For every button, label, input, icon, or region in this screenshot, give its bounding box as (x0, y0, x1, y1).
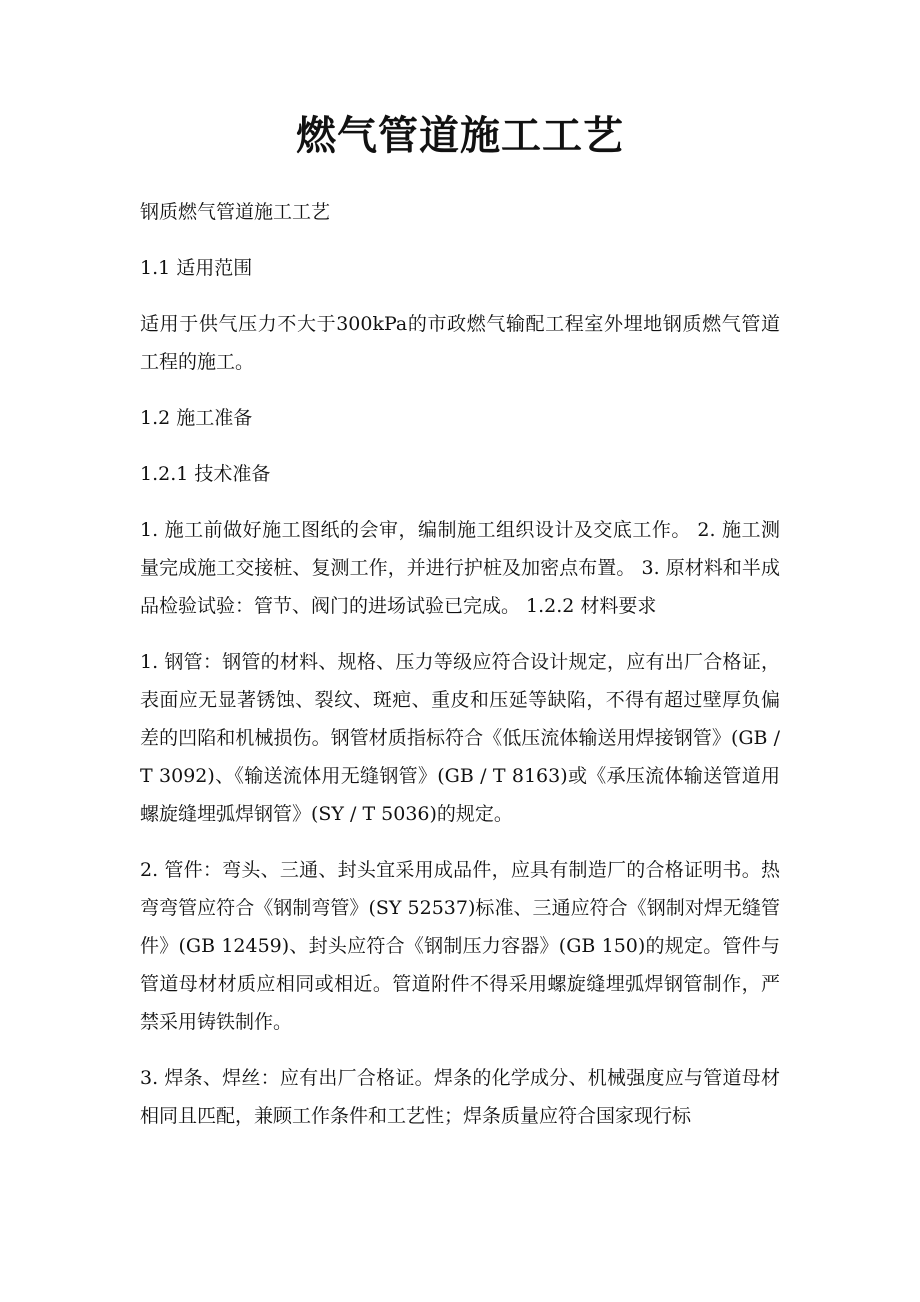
document-title: 燃气管道施工工艺 (296, 112, 624, 159)
paragraph-scope-heading: 1.1 适用范围 (140, 257, 253, 279)
paragraph-technical-preparation-text: 1. 施工前做好施工图纸的会审，编制施工组织设计及交底工作。 2. 施工测量完成施工交接桩、复测工作，并进行护桩及加密点布置。 3. 原材料和半成品检验试验：管节、阀门的进场试验已完成。 1.2.2 材料要求 (140, 519, 780, 617)
paragraph-scope-text: 适用于供气压力不大于300kPa的市政燃气输配工程室外埋地钢质燃气管道工程的施工。 (140, 313, 780, 373)
paragraph-preparation-heading: 1.2 施工准备 (140, 407, 253, 429)
paragraph-welding-materials: 3. 焊条、焊丝：应有出厂合格证。焊条的化学成分、机械强度应与管道母材相同且匹配，兼顾工作条件和工艺性；焊条质量应符合国家现行标 (140, 1067, 780, 1127)
paragraph-section-heading: 钢质燃气管道施工工艺 (140, 201, 331, 223)
document-body (140, 193, 780, 1153)
paragraph-steel-pipe: 1. 钢管：钢管的材料、规格、压力等级应符合设计规定，应有出厂合格证，表面应无显著锈蚀、裂纹、斑疤、重皮和压延等缺陷，不得有超过壁厚负偏差的凹陷和机械损伤。钢管材质指标符合《低压流体输送用焊接钢管》(GB / T 3092)、《输送流体用无缝钢管》(GB / T 8163)或《承压流体输送管道用螺旋缝埋弧焊钢管》(SY / T 5036)的规定。 (140, 651, 780, 825)
paragraph-pipe-fittings: 2. 管件：弯头、三通、封头宜采用成品件，应具有制造厂的合格证明书。热弯弯管应符合《钢制弯管》(SY 52537)标准、三通应符合《钢制对焊无缝管件》(GB 12459)、封头应符合《钢制压力容器》(GB 150)的规定。管件与管道母材材质应相同或相近。管道附件不得采用螺旋缝埋弧焊钢管制作，严禁采用铸铁制作。 (140, 859, 780, 1033)
paragraph-technical-preparation-heading: 1.2.1 技术准备 (140, 463, 271, 485)
